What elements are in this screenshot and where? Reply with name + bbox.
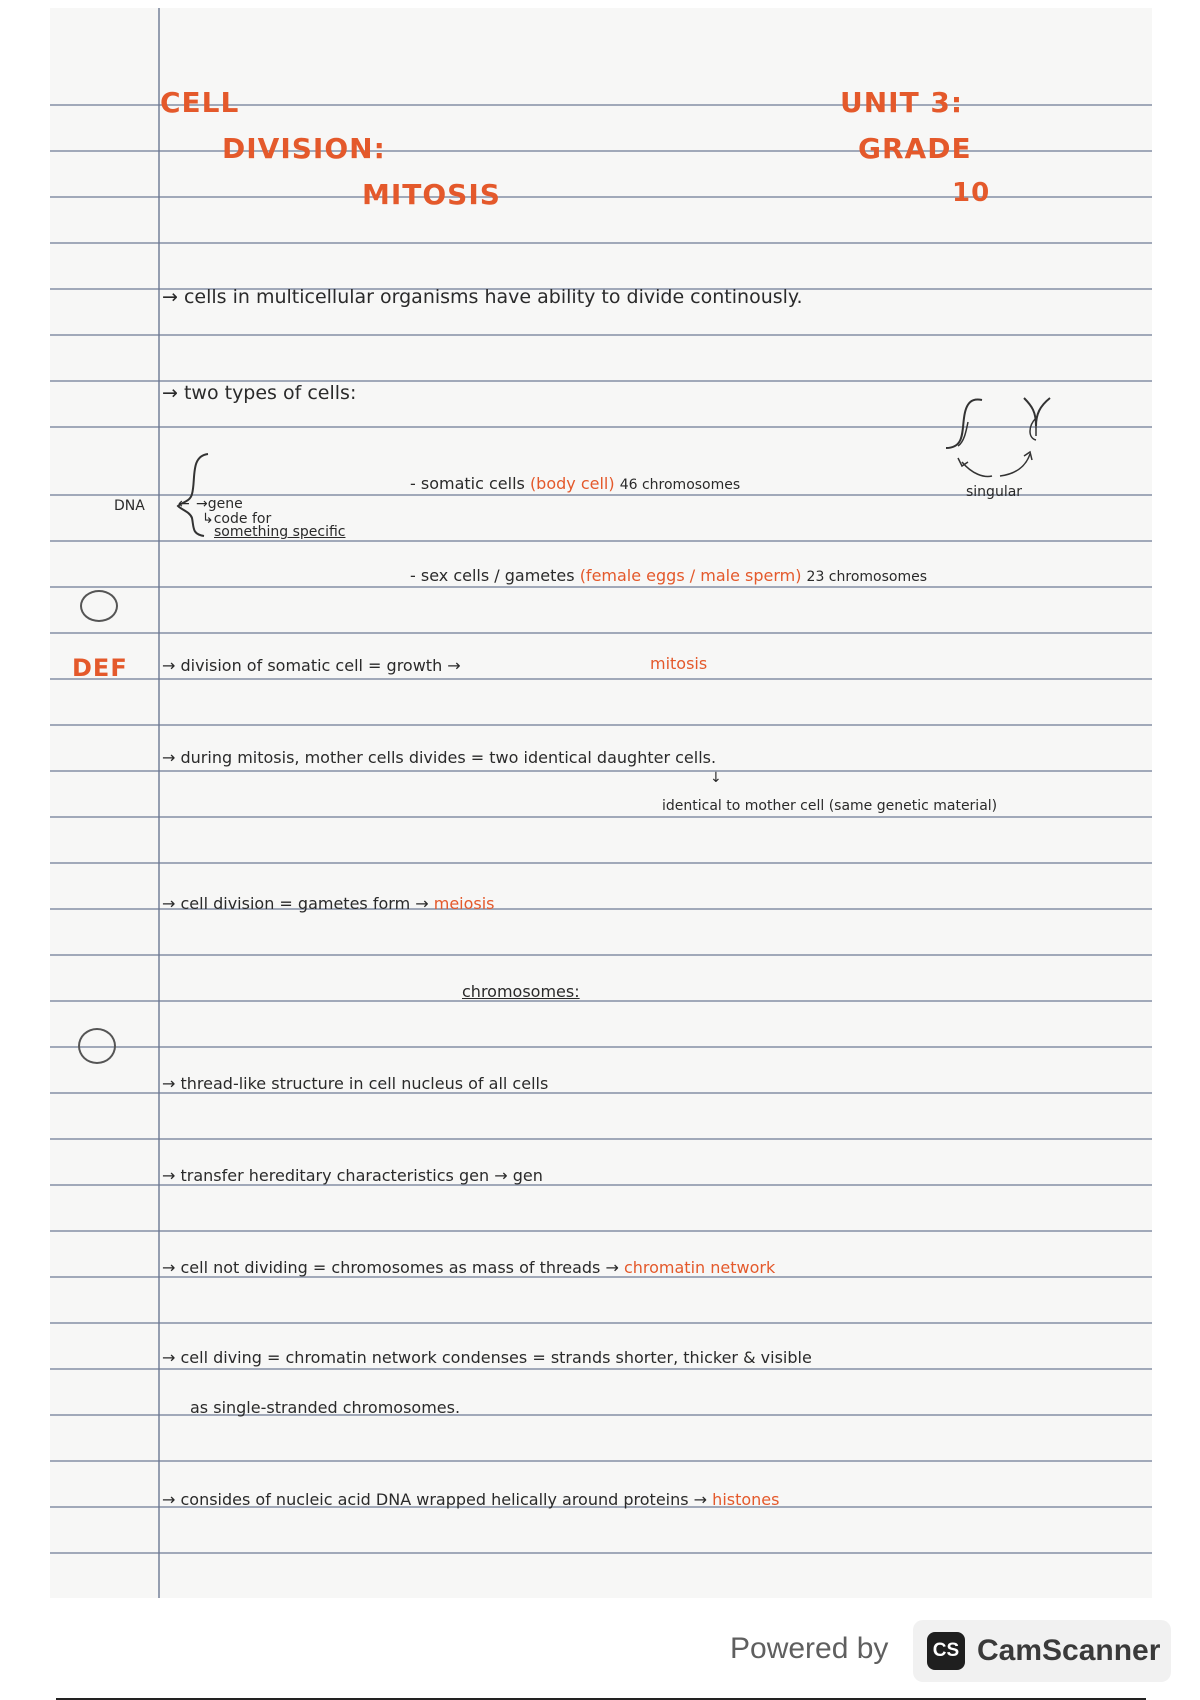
ruled-line: [50, 1138, 1152, 1140]
sex-cells-text: - sex cells / gametes (female eggs / male sperm) 23 chromosomes: [410, 566, 928, 585]
ruled-line: [50, 242, 1152, 244]
specific-label: something specific: [214, 524, 346, 540]
binder-hole-icon: [80, 590, 118, 622]
somatic-cells-text: - somatic cells (body cell) 46 chromosomes: [410, 474, 741, 493]
note-line: → transfer hereditary characteristics gen → gen: [162, 1166, 543, 1185]
title-line-2: DIVISION:: [222, 132, 386, 165]
note-line: as single-stranded chromosomes.: [190, 1398, 461, 1417]
note-line: → cells in multicellular organisms have ability to divide continously.: [162, 286, 803, 308]
camscanner-logo-icon: CS: [927, 1632, 965, 1670]
gene-label: →gene: [196, 496, 243, 512]
ruled-line: [50, 678, 1152, 680]
ruled-line: [50, 632, 1152, 634]
unit-line-2: GRADE: [858, 132, 972, 165]
binder-hole-icon: [78, 1028, 116, 1064]
powered-by-text: Powered by: [730, 1632, 889, 1665]
ruled-line: [50, 1322, 1152, 1324]
ruled-line: [50, 862, 1152, 864]
chromosomes-heading: chromosomes:: [462, 982, 580, 1001]
title-line-1: CELL: [160, 86, 240, 119]
dna-label: DNA: [114, 498, 145, 514]
note-line: → cell diving = chromatin network condenses = strands shorter, thicker & visible: [162, 1348, 812, 1367]
note-line: → division of somatic cell = growth →: [162, 656, 461, 675]
ruled-line: [50, 1368, 1152, 1370]
unit-line-3: 10: [952, 178, 991, 208]
ruled-line: [50, 1046, 1152, 1048]
ruled-line: [50, 724, 1152, 726]
singular-annotation-icon: [936, 392, 1086, 492]
camscanner-badge: [913, 1620, 1171, 1682]
ruled-line: [50, 1230, 1152, 1232]
ruled-line: [50, 1000, 1152, 1002]
def-label: DEF: [72, 654, 128, 682]
singular-label: singular: [966, 484, 1023, 500]
note-line: → during mitosis, mother cells divides = two identical daughter cells.: [162, 748, 717, 767]
ruled-line: [50, 1460, 1152, 1462]
down-arrow-icon: ↓: [710, 770, 722, 786]
ruled-line: [50, 954, 1152, 956]
ruled-line: [50, 1552, 1152, 1554]
margin-line: [158, 8, 160, 1598]
ruled-line: [50, 816, 1152, 818]
note-line: → cell not dividing = chromosomes as mass of threads → chromatin network: [162, 1258, 776, 1277]
note-line: → thread-like structure in cell nucleus of all cells: [162, 1074, 549, 1093]
title-line-3: MITOSIS: [362, 178, 501, 211]
note-line: → consides of nucleic acid DNA wrapped helically around proteins → histones: [162, 1490, 780, 1509]
ruled-line: [50, 150, 1152, 152]
notebook-page: [50, 8, 1152, 1598]
unit-line-1: UNIT 3:: [840, 86, 964, 119]
ruled-line: [50, 540, 1152, 542]
ruled-line: [50, 334, 1152, 336]
note-line: → two types of cells:: [162, 382, 357, 404]
ruled-line: [50, 770, 1152, 772]
code-label: ↳code for: [202, 511, 272, 527]
mitosis-term: mitosis: [650, 654, 708, 673]
note-subline: identical to mother cell (same genetic material): [662, 798, 998, 814]
ruled-line: [50, 586, 1152, 588]
camscanner-brand: CamScanner: [977, 1634, 1161, 1667]
dna-arrow-icon: ←: [178, 496, 190, 512]
note-line: → cell division = gametes form → meiosis: [162, 894, 495, 913]
